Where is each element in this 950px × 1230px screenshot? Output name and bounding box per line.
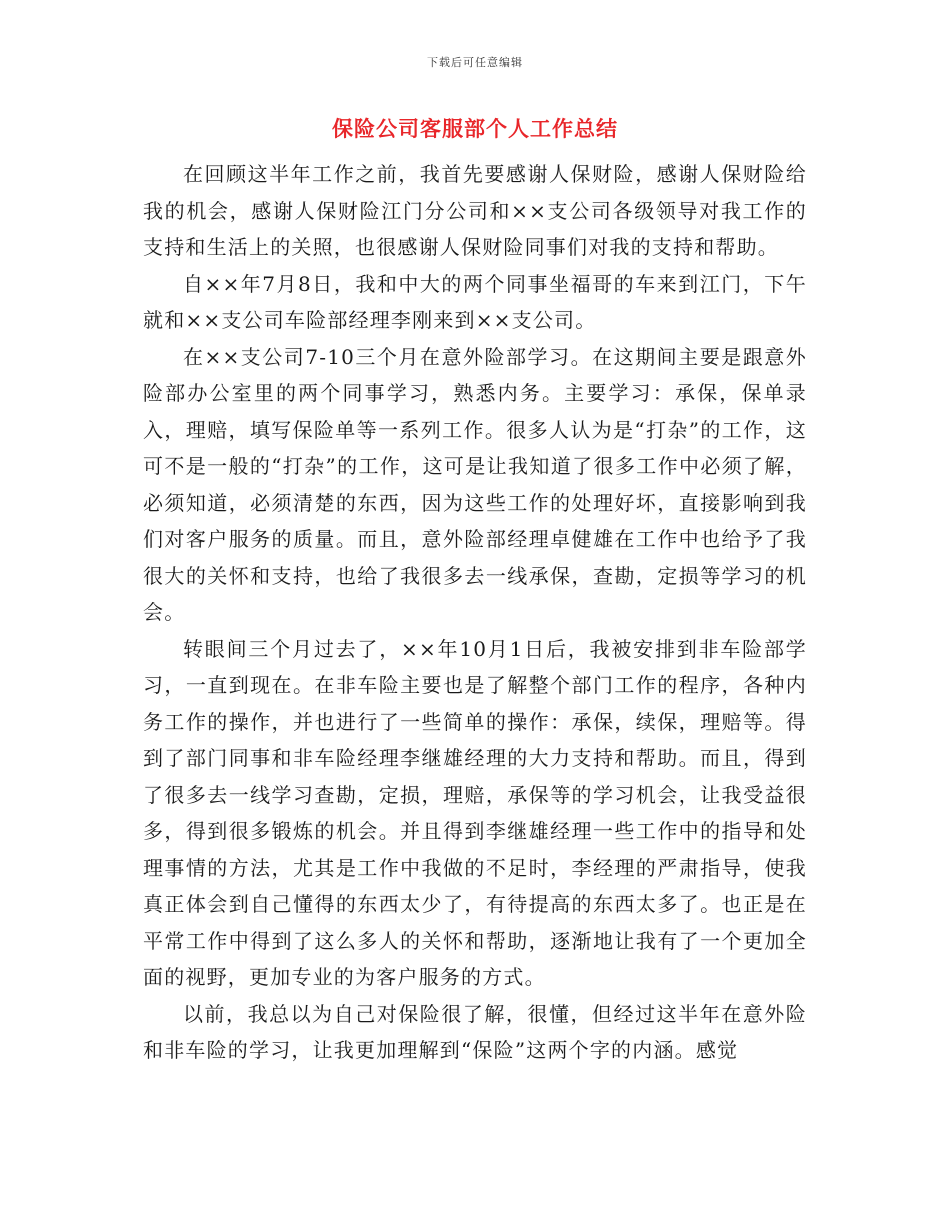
header-note: 下载后可任意编辑 bbox=[427, 56, 523, 69]
paragraph-2: 自××年7月8日，我和中大的两个同事坐福哥的车来到江门，下午就和××支公司车险部经理李刚来到××支公司。 bbox=[143, 271, 807, 332]
paragraph-1: 在回顾这半年工作之前，我首先要感谢人保财险，感谢人保财险给我的机会，感谢人保财险江门分公司和××支公司各级领导对我工作的支持和生活上的关照，也很感谢人保财险同事们对我的支持和帮助。 bbox=[143, 162, 807, 259]
paragraph-3: 在××支公司7-10三个月在意外险部学习。在这期间主要是跟意外险部办公室里的两个同事学习，熟悉内务。主要学习：承保，保单录入，理赔，填写保险单等一系列工作。很多人认为是“打杂”的工作，这可不是一般的“打杂”的工作，这可是让我知道了很多工作中必须了解，必须知道，必须清楚的东西，因为这些工作的处理好坏，直接影响到我们对客户服务的质量。而且，意外险部经理卓健雄在工作中也给予了我很大的关怀和支持，也给了我很多去一线承保，查勘，定损等学习的机会。 bbox=[143, 344, 807, 624]
document-body bbox=[143, 156, 807, 1069]
paragraph-5: 以前，我总以为自己对保险很了解，很懂，但经过这半年在意外险和非车险的学习，让我更加理解到“保险”这两个字的内涵。感觉 bbox=[143, 1001, 807, 1062]
paragraph-4: 转眼间三个月过去了，××年10月1日后，我被安排到非车险部学习，一直到现在。在非车险主要也是了解整个部门工作的程序，各种内务工作的操作，并也进行了一些简单的操作：承保，续保，理赔等。得到了部门同事和非车险经理李继雄经理的大力支持和帮助。而且，得到了很多去一线学习查勘，定损，理赔，承保等的学习机会，让我受益很多，得到很多锻炼的机会。并且得到李继雄经理一些工作中的指导和处理事情的方法，尤其是工作中我做的不足时，李经理的严肃指导，使我真正体会到自己懂得的东西太少了，有待提高的东西太多了。也正是在平常工作中得到了这么多人的关怀和帮助，逐渐地让我有了一个更加全面的视野，更加专业的为客户服务的方式。 bbox=[143, 636, 807, 989]
document-title: 保险公司客服部个人工作总结 bbox=[332, 116, 618, 141]
